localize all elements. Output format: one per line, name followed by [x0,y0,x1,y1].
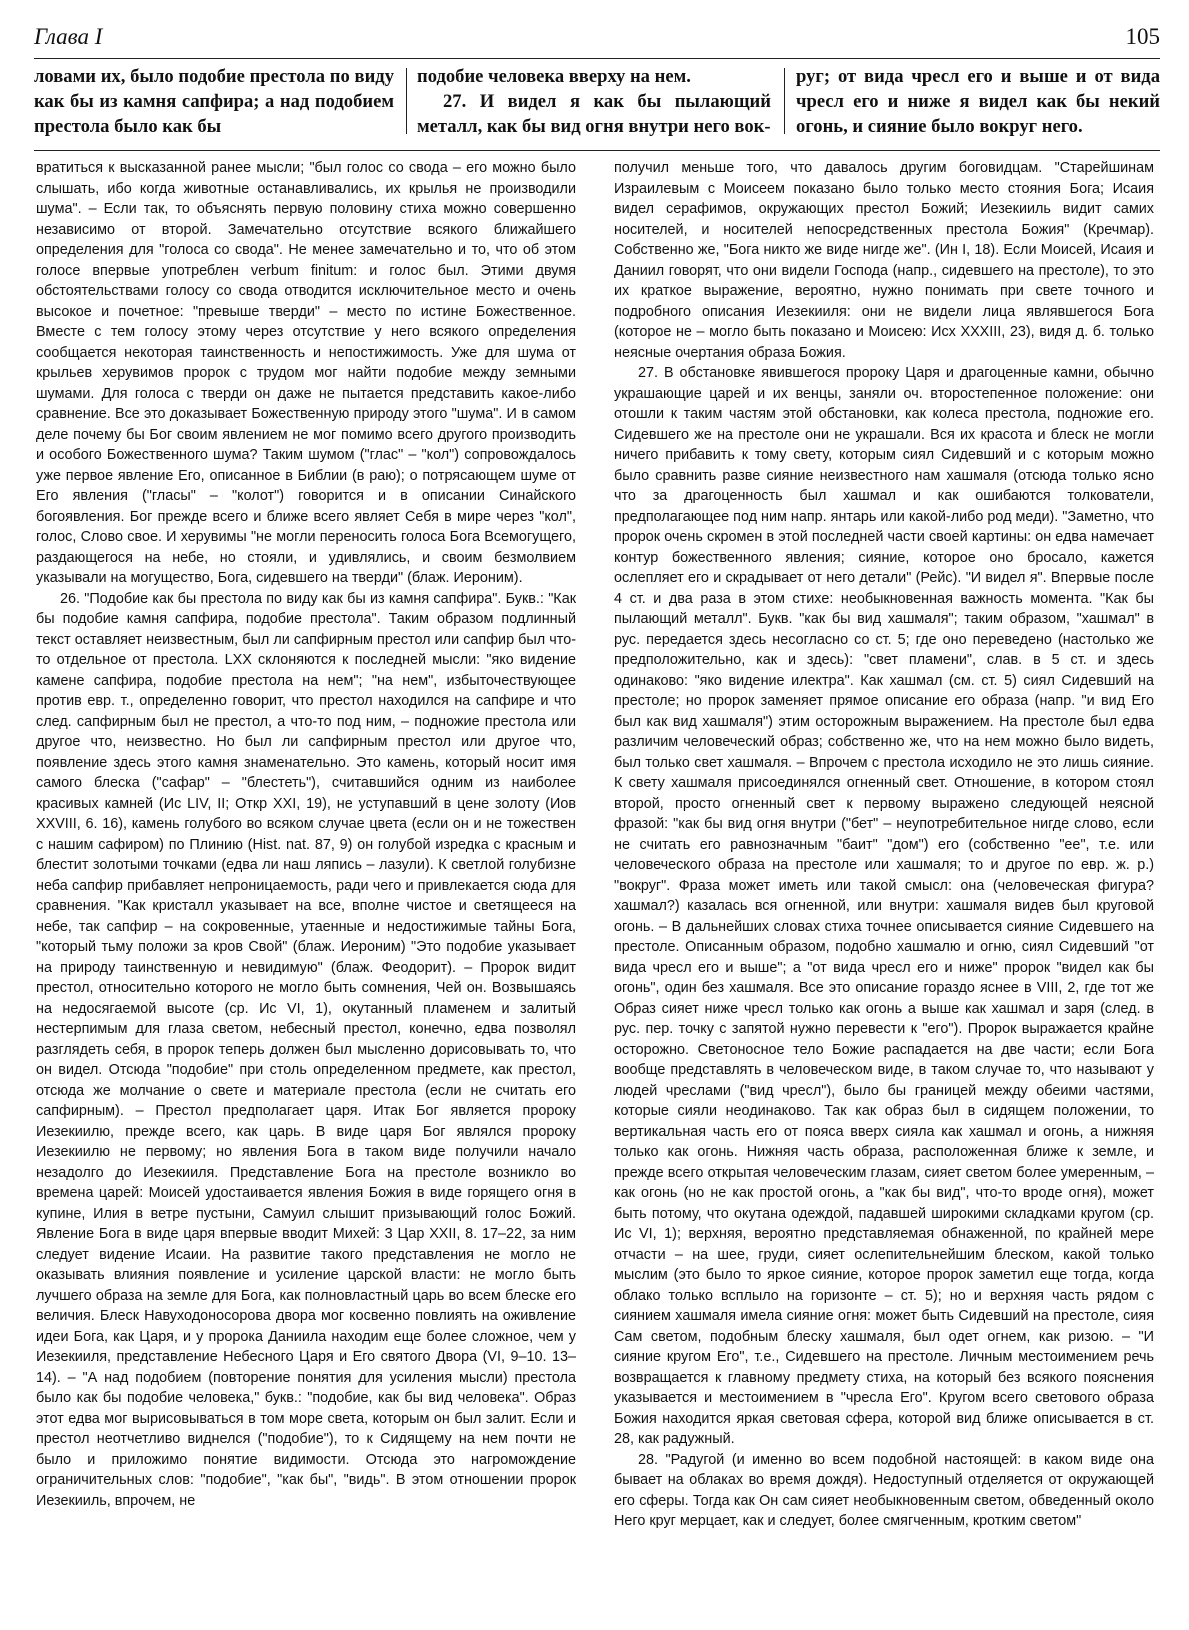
commentary-right-column [614,158,1154,1532]
verse-column-1 [34,64,394,148]
verse-commentary-rule [34,150,1160,151]
commentary-paragraph: вратиться к высказанной ранее мысли; "был голос со свода – его можно было слышать, ибо когда животные останавливались, их крылья не производили шума". – Если так, то объяснять первую половину стиха можно совершенно независимо от второй. Замечательно отсутствие всякого ближайшего определения для "голоса со свода". Не менее замечательно и то, что об этом голосе впервые употреблен verbum finitum: и голос был. Этими двумя обстоятельствами голосу со свода отводится исключительное место и очень высокое и почетное: "превыше тверди" – место по истине Божественное. Вместе с тем голосу этому через отсутствие у него всякого определения сообщается некоторая таинственность и непостижимость. Уже для шума от крыльев херувимов пророк с трудом мог найти подобие между земными шумами. Для голоса с тверди он даже не пытается представить какое-либо сравнение. Все это доказывает Божественную природу этого "шума". И в самом деле почему бы Бог своим явлением не мог помимо всего другого производить и особого Божественного шума? Таким шумом ("глас" – "кол") сопровождалось уже первое явление Его, описанное в Библии (в раю); о потрясающем шуме от Его явления ("гласы" – "колот") говорится и в описании Синайского богоявления. Бог прежде всего и ближе всего являет Себя в мире через "кол", голос, Слово свое. И херувимы "не могли переносить голоса Бога Всемогущего, раздающегося на небе, но стояли, и удивлялись, и своим безмолвием указывали на могущество, Бога, сидевшего на тверди" (блаж. Иероним). [36,160,576,586]
column-divider [784,68,785,134]
commentary-verse-27: 27. В обстановке явившегося пророку Царя и драгоценные камни, обычно украшающие царей и их венцы, заняли оч. второстепенное положение: они отошли к таким частям этой обстановки, как колеса престола, подножие его. Сидевшего же на престоле они не украшали. Вся их красота и блеск не могли ничего прибавить к тому свету, которым сиял Сидевший и с которым можно было сравнить разве сияние неизвестного нам хашмаля (отсюда только ясно что за драгоценность был хашмал и как ошибаются толкователи, предполагающее под ним напр. янтарь или какой-либо род меди). "Заметно, что пророк очень скромен в этой последней части своей картины: он едва намечает контур божественного явления; сияние, которое оно бросало, кажется ослепляет его и скрадывает от него детали" (Рейс). "И видел я". Впервые после 4 ст. и два раза в этом стихе: необыкновенная важность момента. "Как бы пылающий металл". Букв. "как бы вид хашмаля"; таким образом, "хашмал" в рус. передается здесь несогласно со ст. 5; где оно переведено (настолько же предположительно, как и здесь): "свет пламени", слав. в 5 ст. и здесь одинаково: "яко видение илектра". Как хашмал (см. ст. 5) сиял Сидевший на престоле; но пророк заменяет прямое описание его образа (напр. "и вид Его был как вид хашмаля") этим осторожным выражением. На престоле был едва различим человеческий образ; собственно же, что на нем можно было видеть, был только свет хашмаля. – Впрочем с престола исходило не это лишь сияние. К свету хашмаля присоединялся огненный свет. Отношение, в котором стоял второй, просто огненный свет к первому выражено следующей неясной фразой: "как бы вид огня внутри ("бет" – неупотребительное нигде слово, если не считать его равнозначным "баит" "дом") его (собственно "ее", т.е. или человеческого образа на престоле или хашмаля; то и другое по евр. ж. р.) "вокруг". Фраза может иметь или такой смысл: она (человеческая фигура? хашмал?) казалась вся огненной, или внутри: хашмаля видев был круговой огонь. – В дальнейших словах стиха точнее описывается сияние Сидевшего на престоле. Описанным образом, подобно хашмалю и огню, сиял Сидевший "от вида чресл его и выше"; а "от вида чресл его и ниже" пророк "видел как бы огонь", один без хашмаля. Все это описание гораздо яснее в VIII, 2, где тот же Образ сияет ниже чресл только как огонь а выше как хашмал и заря (след. в рус. пер. точку с запятой нужно перевести к "его"). Пророк выражается крайне осторожно. Светоносное тело Божие распадается на две части; если Бога вообще представлять в человеческом виде, в таком случае то, что называют у людей чреслами ("вид чресл"), было бы границей между обеими частями, которые сияли неодинаково. Так как образ был в сидящем положении, то вертикальная часть его от пояса вверх сияла как хашмал и огонь, а нижняя только как огонь. Нижняя часть образа, расположенная ближе к земле, и прежде всего открытая человеческим глазам, сияет светом более умеренным, – как огонь (но не как простой огонь, а "как бы вид", что-то вроде огня), может быть потому, что окутана одеждой, падавшей широкими складками кругом (ср. Ис VI, 1); верхняя, вероятно представляемая обнаженной, по крайней мере отчасти – на шее, груди, сияет ослепительнейшим блеском, какой только мыслим (это было то яркое сияние, которое пророк заметил еще тогда, когда облако только всплыло на горизонте – ст. 5); но и верхняя часть рядом с сиянием хашмаля имела сияние огня: может быть Сидевший на престоле, сияя Сам светом, подобным блеску хашмаля, был одет огнем, как ризою. – "И сияние кругом Его", т.е., Сидевшего на престоле. Личным местоимением речь возвращается к главному предмету стиха, на который без всякого пояснения указывается и местоимением в "чресла Его". Кругом всего светового образа Божия находится яркая световая сфера, которой вид ближе описывается в ст. 28, как радужный. [614,365,1154,1447]
running-header [34,22,1160,52]
header-rule [34,58,1160,59]
chapter-title: Глава I [34,24,103,49]
verse-paragraph: руг; от вида чресл его и выше и от вида чресл его и ниже я видел как бы некий огонь, и сияние было вокруг него. [796,66,1160,137]
commentary-verse-26: 26. "Подобие как бы престола по виду как бы из камня сапфира". Букв.: "Как бы подобие камня сапфира, подобие престола". Таким образом подлинный текст оставляет неизвестным, был ли сапфирным престол или сапфир был что-то отдельное от престола. LXX склоняются к последней мысли: "яко видение камене сапфира, подобие престола на нем"; "на нем", избыточествующее против евр. т., определенно говорит, что престол находился на сапфире и что след. сапфирным был не престол, а что-то под ним, – подножие престола или другое что, неизвестно. Но был ли сапфирным престол или другое что, появление здесь этого камня знаменательно. Это камень, который носит имя самого блеска ("сафар" – "блестеть"), считавшийся одним из наиболее красивых камней (Ис LIV, II; Откр XXI, 19), не уступавший в цене золоту (Иов XXVIII, 6. 16), камень голубого во всяком случае цвета (если он и не тожествен с нашим сафиром) по Плинию (Hist. nat. 87, 9) он голубой изредка с красным и блестит золотыми точками (едва ли наш ляпись – лазули). К светлой голубизне неба сапфир прибавляет непроницаемость, ради чего и привлекается сюда для сравнения. "Как кристалл указывает на все, вполне чистое и светящееся на небе, так сапфир – на сокровенные, утаенные и недостижимые тайны Бога, "который тьму положи за кров Свой" (блаж. Иероним) "Это подобие указывает на природу таинственную и невидимую" (блаж. Феодорит). – Пророк видит престол, относительно которого не могло быть сомнения, Чей он. Возвышаясь на недосягаемой высоте (ср. Ис VI, 1), окутанный пламенем и залитый нестерпимым для глаза светом, небесный престол, конечно, едва позволял разглядеть себя, в пророк теперь должен был мысленно дорисовывать то, что он видел. Отсюда "подобие" при столь определенном предмете, как престол, отсюда же молчание о свете и материале престола (если не считать его сапфирным). – Престол предполагает царя. Итак Бог является пророку Иезекиилю, прежде всего, как царь. В виде царя Бог являлся пророку Иезекиилю не первому; но явления Бога в таком виде получили начало незадолго до Иезекииля. Представление Бога на престоле возникло во времена царей: Моисей удостаивается явления Божия в виде горящего огня в купине, Илия в ветре пустыни, Самуил слышит призывающий голос Божий. Явление Бога в виде царя впервые вводит Михей: 3 Цар XXII, 8. 17–22, за ним следует видение Исаии. На развитие такого представления не могло не оказывать влияния появление и усиление царской власти: не могло быть лучшего образа на земле для Бога, как полновластный царь во всем блеске его величия. Блеск Навуходоносорова двора мог косвенно повлиять на оживление идеи Бога, как Царя, и у пророка Даниила находим еще более сложное, чем у Иезекииля, представление Небесного Царя и Его святого Двора (VI, 9–10. 13–14). – "А над подобием (повторение понятия для усиления мысли) престола было как бы подобие человека," букв.: "подобие, как бы вид человека". Образ этот едва мог вырисовываться в том море света, которым он был залит. Если и престол неотчетливо виднелся ("подобие"), то к Сидящему на нем почти не было и приложимо понятие видимости. Отсюда это нагромождение ограничительных слов: "подобие", "как бы", "видь". В этом отношении пророк Иезекииль, впрочем, не [36,590,576,1509]
commentary-left-column [36,158,576,1511]
column-divider [406,68,407,134]
verse-column-2 [417,64,771,148]
verse-paragraph: подобие человека вверху на нем. [417,66,691,87]
commentary-verse-28: 28. "Радугой (и именно во всем подобной настоящей: в каком виде она бывает на облаках во время дождя). Недоступный отделяется от окружающей его сферы. Тогда как Он сам сияет необыкновенным светом, обведенный около Него круг мерцает, как и следует, более смягченным, кротким светом" [614,1451,1154,1529]
verse-column-3 [796,64,1160,148]
verse-paragraph: ловами их, было подобие престола по виду как бы из камня сапфира; а над подобием престола было как бы [34,66,394,137]
commentary-paragraph: получил меньше того, что давалось другим боговидцам. "Старейшинам Израилевым с Моисеем показано было только место стояния Бога; Исаия видел серафимов, окружающих престол Божий; Иезекииль видит самих носителей, и носителей непосредственных престола Божия" (Кречмар). Собственно же, "Бога никто же виде нигде же". (Ин I, 18). Если Моисей, Исаия и Даниил говорят, что они видели Господа (напр., сидевшего на престоле), то это их краткое выражение, вероятно, нужно понимать при свете точного и подробного описания Иезекииля: они не видели лица являвшегося Бога (которое не – могло быть показано и Моисею: Исх XXXIII, 23), видя д. б. только неясные очертания образа Божия. [614,160,1154,361]
page-number: 105 [1125,24,1160,49]
scripture-verses [34,64,1160,148]
verse-27: 27. И видел я как бы пылающий металл, как бы вид огня внутри него вок- [417,91,771,137]
